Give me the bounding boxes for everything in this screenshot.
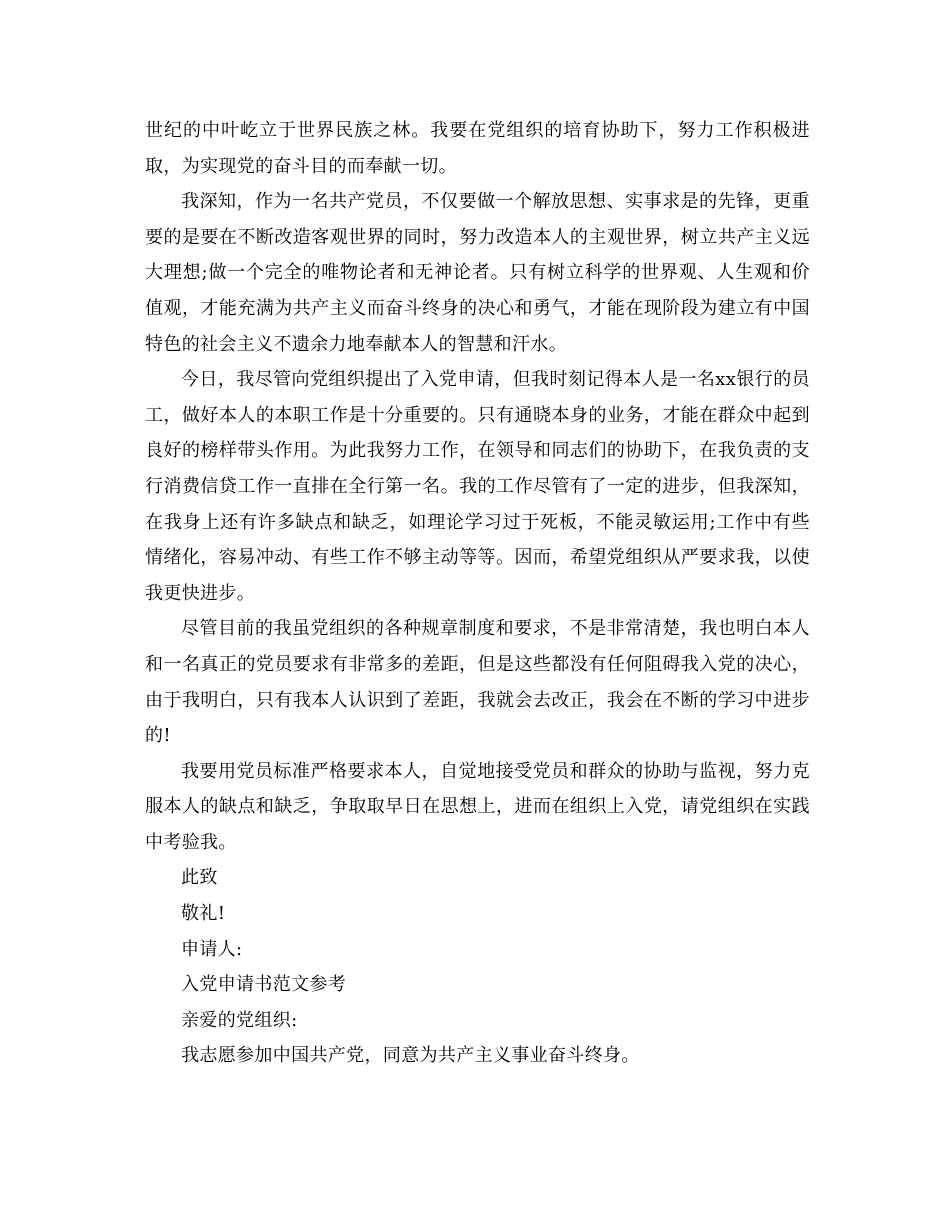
letter-greeting: 亲爱的党组织: xyxy=(181,1009,298,1031)
closing-regards: 敬礼! xyxy=(181,903,226,925)
paragraph-work: 今日，我尽管向党组织提出了入党申请，但我时刻记得本人是一名xx银行的员工，做好本人的本职工作是十分重要的。只有通晓本身的业务，才能在群众中起到良好的榜样带头作用。为此我努力工作，在领导和同志们的协助下，在我负责的支行消费信贷工作一直排在全行第一名。我的工作尽管有了一定的进步，但我深知，在我身上还有许多缺点和缺乏，如理论学习过于死板，不能灵敏运用;工作中有些情绪化，容易冲动、有些工作不够主动等等。因而，希望党组织从严要求我，以使我更快进步。 xyxy=(145,369,810,604)
section-title: 入党申请书范文参考 xyxy=(181,974,347,996)
closing-salutation: 此致 xyxy=(181,867,218,889)
letter-opening: 我志愿参加中国共产党，同意为共产主义事业奋斗终身。 xyxy=(181,1045,640,1067)
paragraph-commitment: 我要用党员标准严格要求本人，自觉地接受党员和群众的协助与监视，努力克服本人的缺点和缺乏，争取取早日在思想上，进而在组织上入党，请党组织在实践中考验我。 xyxy=(145,760,810,853)
paragraph-continued: 世纪的中叶屹立于世界民族之林。我要在党组织的培育协助下，努力工作积极进取，为实现党的奋斗目的而奉献一切。 xyxy=(145,120,810,177)
paragraph-worldview: 我深知，作为一名共产党员，不仅要做一个解放思想、实事求是的先锋，更重要的是要在不断改造客观世界的同时，努力改造本人的主观世界，树立共产主义远大理想;做一个完全的唯物论者和无神论者。只有树立科学的世界观、人生观和价值观，才能充满为共产主义而奋斗终身的决心和勇气，才能在现阶段为建立有中国特色的社会主义不遗余力地奉献本人的智慧和汗水。 xyxy=(145,191,810,355)
document-body xyxy=(145,113,810,1074)
paragraph-gap: 尽管目前的我虽党组织的各种规章制度和要求，不是非常清楚，我也明白本人和一名真正的党员要求有非常多的差距，但是这些都没有任何阻碍我入党的决心，由于我明白，只有我本人认识到了差距，我就会去改正，我会在不断的学习中进步的! xyxy=(145,618,810,747)
applicant-label: 申请人: xyxy=(181,938,243,960)
